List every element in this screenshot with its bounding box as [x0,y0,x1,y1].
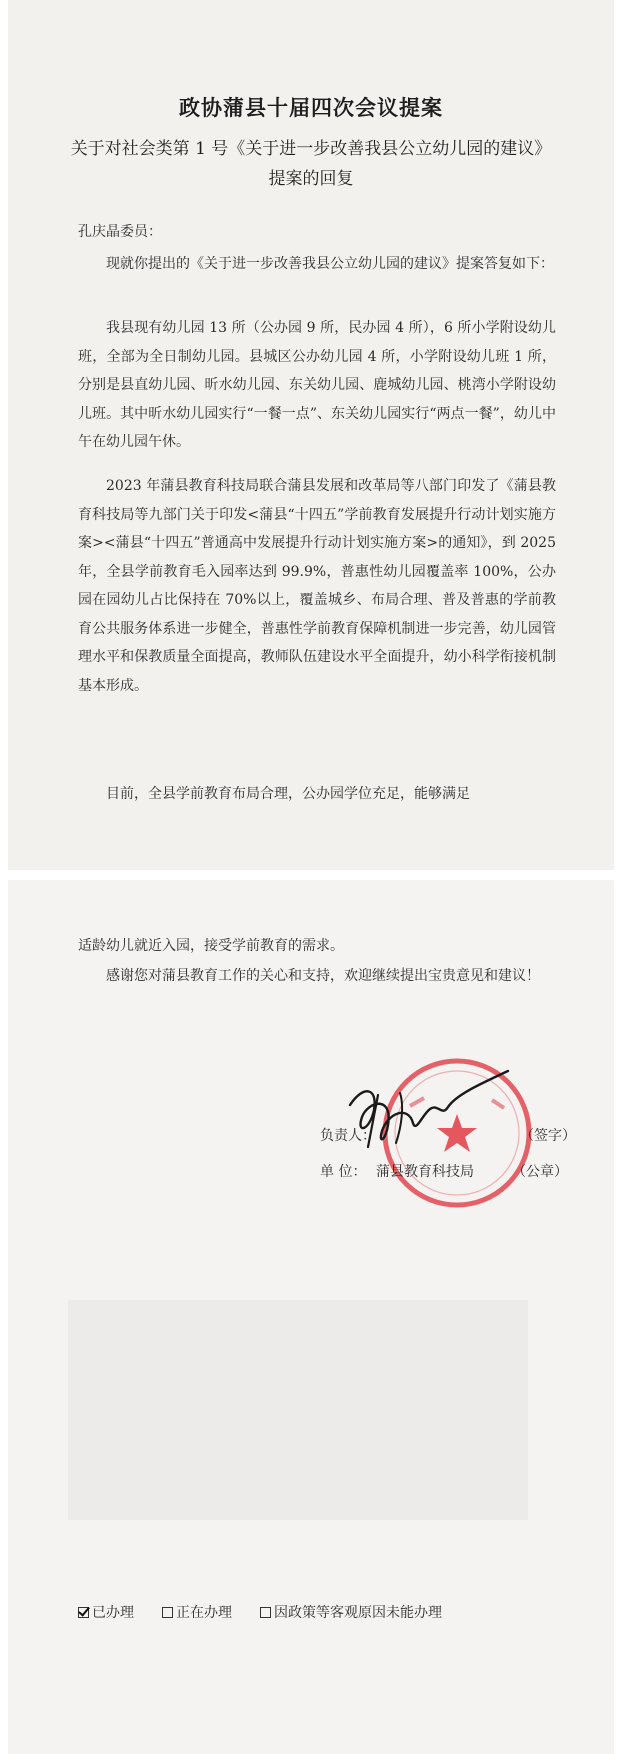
unit-label: 单 位： [320,1164,367,1180]
paragraph-plan: 2023 年蒲县教育科技局联合蒲县发展和改革局等八部门印发了《蒲县教育科技局等九部门关于印发<蒲县“十四五”学前教育发展提升行动计划实施方案><蒲县“十四五”普通高中发展提升行动计划实施方案>的通知》，到 2025 年，全县学前教育毛入园率达到 99.9%，普惠性幼儿园覆盖率 100%，公办园在园幼儿占比保持在 70%以上，覆盖城乡、布局合理、普及普惠的学前教育公共服务体系进一步健全，普惠性学前教育保障机制进一步完善，幼儿园管理水平和保教质量全面提高，教师队伍建设水平全面提升，幼小科学衔接机制基本形成。 [78,478,556,694]
status-label: 因政策等客观原因未能办理 [274,1605,442,1621]
salutation: 孔庆晶委员： [78,224,162,240]
signer-note: （签字） [520,1128,576,1144]
paragraph-current-status: 我县现有幼儿园 13 所（公办园 9 所，民办园 4 所），6 所小学附设幼儿班，全部为全日制幼儿园。县城区公办幼儿园 4 所，小学附设幼儿班 1 所，分别是县直幼儿园、昕水幼儿园、东关幼儿园、鹿城幼儿园、桃湾小学附设幼儿班。其中昕水幼儿园实行“一餐一点”、东关幼儿园实行“两点一餐”，幼儿中午在幼儿园午休。 [78,320,556,450]
document-subtitle: 关于对社会类第 1 号《关于进一步改善我县公立幼儿园的建议》提案的回复 [70,139,552,189]
signer-label: 负责人： [320,1128,376,1144]
handwritten-signature [338,1065,518,1160]
checkbox-icon[interactable] [162,1607,173,1618]
status-done[interactable] [78,1602,134,1622]
checkbox-checked-icon[interactable] [78,1607,89,1618]
paragraph-current: 目前，全县学前教育布局合理，公办园学位充足，能够满足 [106,786,470,802]
status-label: 正在办理 [176,1605,232,1621]
paragraph-closing: 感谢您对蒲县教育工作的关心和支持，欢迎继续提出宝贵意见和建议！ [106,968,540,984]
paragraph-continuation: 适龄幼儿就近入园，接受学前教育的需求。 [78,938,344,954]
document-page-1 [8,0,614,870]
status-label: 已办理 [92,1605,134,1621]
unit-note: （公章） [512,1164,568,1180]
document-page-2 [8,880,614,1754]
handling-status-row [78,1602,598,1622]
status-in-progress[interactable] [162,1602,232,1622]
bleed-through-shadow [68,1300,528,1520]
checkbox-icon[interactable] [260,1607,271,1618]
unit-value: 蒲县教育科技局 [376,1164,474,1180]
status-not-handled[interactable] [260,1602,442,1622]
document-title: 政协蒲县十届四次会议提案 [179,95,443,120]
paragraph-intro: 现就你提出的《关于进一步改善我县公立幼儿园的建议》提案答复如下： [106,256,554,272]
